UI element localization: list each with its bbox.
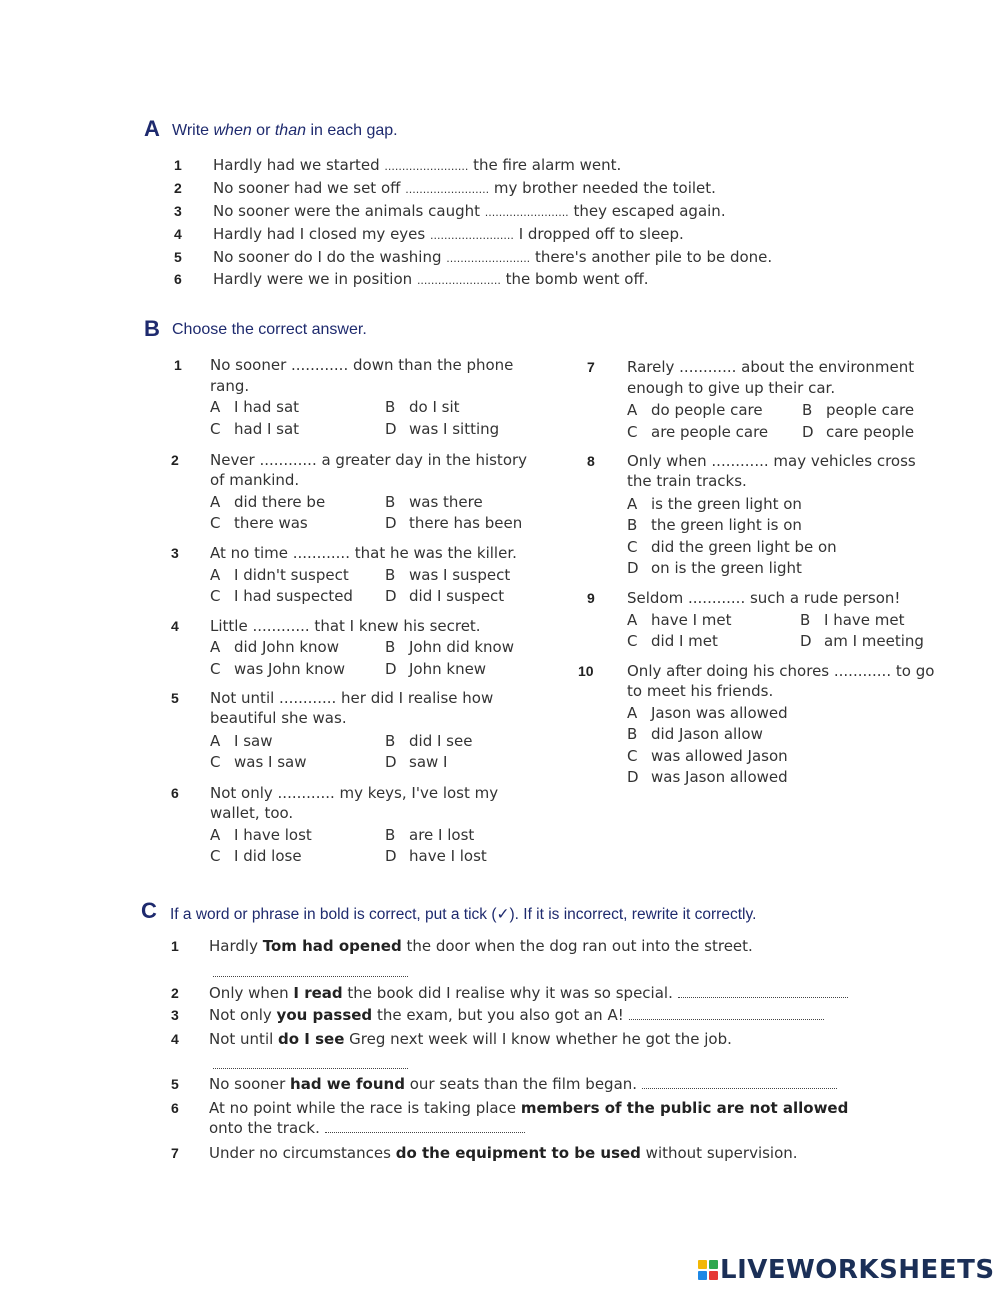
question-line: Not until ............ her did I realise how (210, 689, 494, 707)
option-d[interactable] (385, 514, 522, 532)
question-number: 6 (174, 271, 182, 287)
option-letter: D (385, 514, 397, 532)
option-text: was I suspect (409, 566, 511, 584)
question-line: to meet his friends. (627, 682, 774, 700)
option-text: have I lost (409, 847, 487, 865)
option-a[interactable] (210, 566, 349, 584)
sentence-end: our seats than the film began. (404, 1075, 638, 1093)
option-b[interactable] (802, 401, 914, 419)
answer-line[interactable] (642, 1078, 837, 1089)
option-c[interactable] (627, 747, 788, 765)
option-text: do I sit (409, 398, 460, 416)
option-c[interactable] (210, 514, 308, 532)
option-letter: B (385, 826, 396, 844)
gap-sentence (213, 248, 772, 266)
question-line: enough to give up their car. (627, 379, 836, 397)
option-text: was allowed Jason (651, 747, 788, 765)
option-a[interactable] (210, 826, 312, 844)
option-text: did there be (234, 493, 326, 511)
option-b[interactable] (385, 493, 483, 511)
liveworksheets-logo (698, 1253, 995, 1287)
correction-sentence (209, 1006, 824, 1024)
question-line: of mankind. (210, 471, 300, 489)
option-text: was John know (234, 660, 346, 678)
option-letter: D (385, 847, 397, 865)
option-d[interactable] (385, 420, 499, 438)
bold-phrase: Tom had opened (262, 937, 402, 955)
option-a[interactable] (210, 638, 339, 656)
option-text: had I sat (234, 420, 300, 438)
option-b[interactable] (385, 732, 472, 750)
option-c[interactable] (627, 538, 837, 556)
question-number: 8 (587, 453, 595, 469)
option-letter: C (210, 587, 221, 605)
bold-phrase: had we found (290, 1075, 405, 1093)
option-c[interactable] (627, 632, 718, 650)
option-letter: C (210, 514, 221, 532)
option-text: I didn't suspect (234, 566, 349, 584)
question-line: No sooner ............ down than the phone (210, 356, 514, 374)
option-a[interactable] (210, 732, 272, 750)
option-letter: C (627, 423, 638, 441)
sentence-start: Under no circumstances (209, 1144, 396, 1162)
option-b[interactable] (800, 611, 905, 629)
option-letter: D (802, 423, 814, 441)
option-text: are I lost (409, 826, 475, 844)
sentence-end: the bomb went off. (500, 270, 649, 288)
option-letter: A (210, 398, 221, 416)
question-line: Only after doing his chores ............ to go (627, 662, 935, 680)
question-number: 5 (171, 690, 179, 706)
option-text: there has been (409, 514, 523, 532)
option-text: saw I (409, 753, 448, 771)
option-letter: D (385, 587, 397, 605)
answer-gap[interactable]: ........................ (484, 206, 569, 219)
option-text: did the green light be on (651, 538, 837, 556)
option-letter: C (627, 747, 638, 765)
gap-sentence (213, 225, 684, 243)
option-b[interactable] (385, 398, 460, 416)
option-letter: B (385, 398, 396, 416)
option-text: I had suspected (234, 587, 353, 605)
option-text: I have lost (234, 826, 312, 844)
question-line: At no time ............ that he was the killer. (210, 544, 517, 562)
sentence-start: No sooner do I do the washing (213, 248, 447, 266)
sentence-start: Hardly had we started (213, 156, 385, 174)
sentence-end: the door when the dog ran out into the street. (401, 937, 753, 955)
option-text: John knew (409, 660, 487, 678)
option-b[interactable] (627, 725, 763, 743)
sentence-start: No sooner were the animals caught (213, 202, 485, 220)
option-a[interactable] (210, 493, 325, 511)
bold-phrase: do the equipment to be used (395, 1144, 641, 1162)
option-text: am I meeting (824, 632, 924, 650)
option-text: was I saw (234, 753, 307, 771)
answer-line[interactable] (325, 1122, 525, 1133)
sentence-end: the fire alarm went. (468, 156, 622, 174)
option-c[interactable] (210, 660, 345, 678)
question-number: 10 (578, 663, 594, 679)
question-number: 7 (587, 359, 595, 375)
option-d[interactable] (627, 768, 788, 786)
sentence-start: Not only (209, 1006, 277, 1024)
option-letter: D (385, 420, 397, 438)
answer-line[interactable] (678, 987, 848, 998)
question-line: Not only ............ my keys, I've lost my (210, 784, 499, 802)
question-number: 2 (171, 452, 179, 468)
option-letter: C (210, 753, 221, 771)
option-text: was Jason allowed (651, 768, 788, 786)
sentence-end: Greg next week will I know whether he got the job. (344, 1030, 732, 1048)
option-letter: A (627, 704, 638, 722)
option-letter: B (802, 401, 813, 419)
option-letter: B (385, 566, 396, 584)
question-line: Never ............ a greater day in the history (210, 451, 528, 469)
answer-line[interactable] (213, 966, 408, 977)
correction-sentence (209, 984, 848, 1002)
question-number: 5 (174, 249, 182, 265)
option-b[interactable] (385, 638, 514, 656)
section-b-instruction: Choose the correct answer. (172, 321, 367, 338)
correction-sentence (209, 1099, 848, 1117)
option-d[interactable] (802, 423, 914, 441)
sentence-end: onto the track. (209, 1119, 320, 1137)
option-letter: B (627, 516, 638, 534)
option-letter: C (627, 538, 638, 556)
bold-phrase: I read (293, 984, 343, 1002)
option-letter: A (627, 401, 638, 419)
option-text: people care (826, 401, 915, 419)
question-number: 1 (174, 357, 182, 373)
option-letter: B (385, 638, 396, 656)
question-number: 2 (171, 985, 179, 1001)
option-text: I have met (824, 611, 905, 629)
option-text: I saw (234, 732, 273, 750)
question-line: Only when ............ may vehicles cross (627, 452, 916, 470)
answer-line[interactable] (213, 1058, 408, 1069)
option-c[interactable] (210, 753, 307, 771)
question-number: 1 (171, 938, 179, 954)
option-letter: B (627, 725, 638, 743)
sentence-start: Hardly had I closed my eyes (213, 225, 430, 243)
option-text: I had sat (234, 398, 300, 416)
option-c[interactable] (210, 847, 302, 865)
answer-gap[interactable]: ........................ (446, 252, 531, 265)
sentence-end: I dropped off to sleep. (513, 225, 684, 243)
bold-phrase: do I see (278, 1030, 345, 1048)
question-number: 1 (174, 157, 182, 173)
option-text: did Jason allow (651, 725, 763, 743)
option-letter: C (210, 660, 221, 678)
question-number: 4 (174, 226, 182, 242)
question-number: 7 (171, 1145, 179, 1161)
option-letter: D (385, 660, 397, 678)
gap-sentence (213, 156, 621, 174)
option-letter: C (210, 847, 221, 865)
answer-line[interactable] (629, 1009, 824, 1020)
option-text: did I met (651, 632, 718, 650)
sentence-end: my brother needed the toilet. (489, 179, 716, 197)
sentence-end: there's another pile to be done. (530, 248, 773, 266)
question-line: Seldom ............ such a rude person! (627, 589, 901, 607)
option-letter: C (210, 420, 221, 438)
option-d[interactable] (385, 660, 486, 678)
option-letter: A (210, 566, 221, 584)
option-text: on is the green light (651, 559, 802, 577)
question-line: Little ............ that I knew his secret. (210, 617, 481, 635)
option-letter: B (385, 493, 396, 511)
question-number: 2 (174, 180, 182, 196)
question-line: the train tracks. (627, 472, 747, 490)
option-b[interactable] (627, 516, 802, 534)
option-letter: D (627, 559, 639, 577)
question-number: 3 (174, 203, 182, 219)
answer-gap[interactable]: ........................ (405, 183, 490, 196)
option-letter: B (800, 611, 811, 629)
question-line: wallet, too. (210, 804, 294, 822)
option-d[interactable] (385, 587, 504, 605)
sentence-start: Only when (209, 984, 294, 1002)
sentence-start: Hardly (209, 937, 263, 955)
correction-sentence (209, 1075, 837, 1093)
bold-phrase: you passed (276, 1006, 373, 1024)
option-d[interactable] (627, 559, 802, 577)
option-letter: A (210, 493, 221, 511)
correction-sentence (209, 1144, 798, 1162)
answer-gap[interactable]: ........................ (430, 229, 514, 242)
section-c-letter: C (141, 898, 157, 923)
sentence-start: Not until (209, 1030, 279, 1048)
sentence-start: Hardly were we in position (213, 270, 417, 288)
question-number: 9 (587, 590, 595, 606)
question-number: 6 (171, 785, 179, 801)
bold-phrase: members of the public are not allowed (520, 1099, 849, 1117)
option-text: the green light is on (651, 516, 802, 534)
gap-sentence (213, 179, 716, 197)
option-text: Jason was allowed (651, 704, 788, 722)
answer-gap[interactable]: ........................ (416, 274, 501, 287)
question-number: 3 (171, 545, 179, 561)
sentence-end: the book did I realise why it was so special. (342, 984, 673, 1002)
section-b-letter: B (144, 316, 160, 341)
sentence-start: No sooner had we set off (213, 179, 406, 197)
option-text: care people (826, 423, 915, 441)
option-letter: A (627, 611, 638, 629)
option-c[interactable] (210, 587, 353, 605)
section-a-instruction: Write when or than in each gap. (172, 122, 398, 139)
option-letter: C (627, 632, 638, 650)
gap-sentence (213, 270, 649, 288)
question-number: 6 (171, 1100, 179, 1116)
answer-gap[interactable]: ........................ (384, 160, 469, 173)
option-text: did John know (234, 638, 339, 656)
correction-sentence (209, 1030, 732, 1048)
option-b[interactable] (385, 566, 510, 584)
option-a[interactable] (627, 495, 802, 513)
option-c[interactable] (627, 423, 768, 441)
sentence-end: without supervision. (640, 1144, 798, 1162)
option-letter: D (800, 632, 812, 650)
option-text: was I sitting (409, 420, 500, 438)
option-c[interactable] (210, 420, 299, 438)
option-text: are people care (651, 423, 769, 441)
question-number: 4 (171, 1031, 179, 1047)
option-letter: D (385, 753, 397, 771)
correction-sentence (209, 937, 753, 955)
option-text: there was (234, 514, 308, 532)
gap-sentence (213, 202, 726, 220)
section-a-letter: A (144, 116, 160, 141)
option-text: is the green light on (651, 495, 802, 513)
correction-sentence-cont (209, 1119, 525, 1137)
option-text: did I suspect (409, 587, 505, 605)
option-text: I did lose (234, 847, 302, 865)
sentence-start: No sooner (209, 1075, 291, 1093)
question-number: 3 (171, 1007, 179, 1023)
question-line: beautiful she was. (210, 709, 347, 727)
logo-grid-icon (698, 1260, 718, 1280)
sentence-start: At no point while the race is taking place (209, 1099, 521, 1117)
sentence-end: the exam, but you also got an A! (372, 1006, 624, 1024)
sentence-end: they escaped again. (568, 202, 726, 220)
option-text: was there (409, 493, 483, 511)
option-d[interactable] (385, 753, 447, 771)
option-text: did I see (409, 732, 473, 750)
option-letter: D (627, 768, 639, 786)
option-letter: B (385, 732, 396, 750)
option-letter: A (627, 495, 638, 513)
option-text: do people care (651, 401, 763, 419)
option-letter: A (210, 638, 221, 656)
option-a[interactable] (627, 611, 732, 629)
question-number: 5 (171, 1076, 179, 1092)
option-a[interactable] (627, 704, 788, 722)
option-b[interactable] (385, 826, 474, 844)
option-letter: A (210, 826, 221, 844)
option-a[interactable] (210, 398, 299, 416)
question-number: 4 (171, 618, 179, 634)
option-a[interactable] (627, 401, 763, 419)
option-text: have I met (651, 611, 732, 629)
question-line: Rarely ............ about the environment (627, 358, 915, 376)
option-letter: A (210, 732, 221, 750)
option-text: John did know (409, 638, 514, 656)
logo-text: LIVEWORKSHEETS (720, 1255, 995, 1285)
option-d[interactable] (800, 632, 924, 650)
section-c-instruction: If a word or phrase in bold is correct, put a tick (✓). If it is incorrect, rewrite it correctly. (170, 906, 757, 923)
question-line: rang. (210, 377, 250, 395)
option-d[interactable] (385, 847, 487, 865)
